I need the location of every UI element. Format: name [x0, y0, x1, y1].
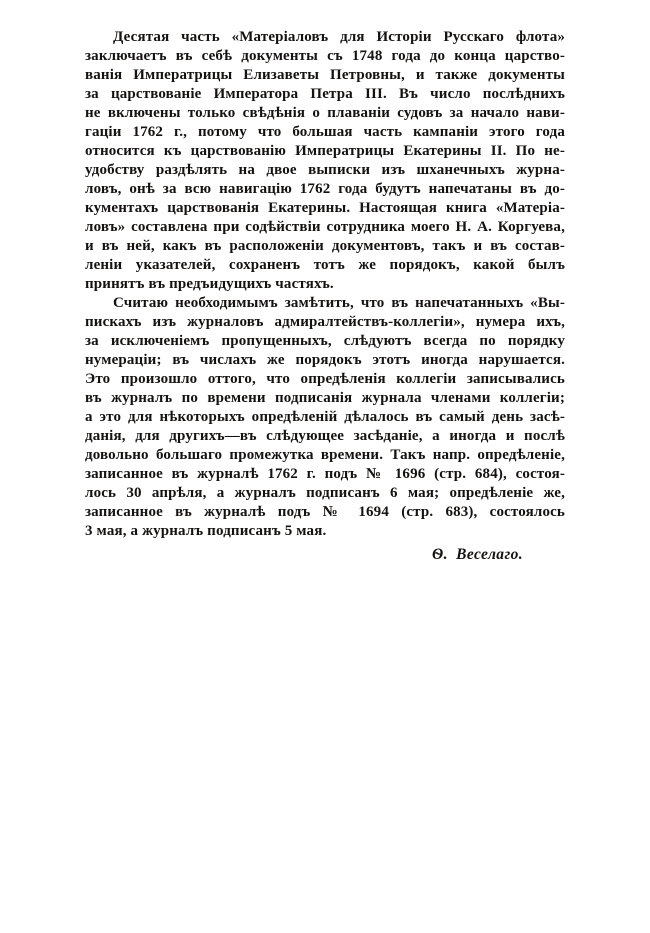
text-line: въ журналъ по времени подписанія журнала членами коллегіи;	[85, 390, 565, 406]
text-line: кументахъ царствованія Екатерины. Настоящая книга «Матеріа-	[85, 200, 565, 216]
text-line: Считаю необходимымъ замѣтить, что въ напечатанныхъ «Вы-	[113, 295, 565, 311]
text-line: за царствованіе Императора Петра III. Въ число послѣднихъ	[85, 86, 565, 102]
text-line: данія, для другихъ—въ слѣдующее засѣданіе, а иногда и послѣ	[85, 428, 565, 444]
text-line: ванія Императрицы Елизаветы Петровны, и также документы	[85, 67, 565, 83]
text-line: записанное въ журналѣ 1762 г. подъ № 1696 (стр. 684), состоя-	[85, 466, 565, 482]
text-line: леніи указателей, сохраненъ тотъ же порядокъ, какой былъ	[85, 257, 565, 273]
text-line: относится къ царствованію Императрицы Екатерины II. По не-	[85, 143, 565, 159]
text-line: записанное въ журналѣ подъ № 1694 (стр. 683), состоялось	[85, 504, 565, 520]
text-line: ловъ» составлена при содѣйствіи сотрудника моего Н. А. Коргуева,	[85, 219, 565, 235]
paragraph-intro	[85, 28, 565, 294]
text-line: не включены только свѣдѣнія о плаваніи судовъ за начало нави-	[85, 105, 565, 121]
text-block	[85, 28, 565, 564]
text-line: а это для нѣкоторыхъ опредѣленій дѣлалось въ самый день засѣ-	[85, 409, 565, 425]
text-line: Десятая часть «Матеріаловъ для Исторіи Русскаго флота»	[113, 29, 565, 45]
text-line: пискахъ изъ журналовъ адмиралтействъ-коллегіи», нумера ихъ,	[85, 314, 565, 330]
text-line: за исключеніемъ пропущенныхъ, слѣдуютъ всегда по порядку	[85, 333, 565, 349]
text-line: заключаетъ въ себѣ документы съ 1748 года до конца царство-	[85, 48, 565, 64]
text-line: принятъ въ предъидущихъ частяхъ.	[85, 276, 334, 292]
paragraph-note	[85, 294, 565, 541]
text-line: ловъ, онѣ за всю навигацію 1762 года будутъ напечатаны въ до-	[85, 181, 565, 197]
text-line: 3 мая, а журналъ подписанъ 5 мая.	[85, 523, 327, 539]
text-line: гаціи 1762 г., потому что большая часть кампаніи этого года	[85, 124, 565, 140]
author-signature: Ѳ. Веселаго.	[432, 546, 523, 563]
text-line: лось 30 апрѣля, а журналъ подписанъ 6 мая; опредѣленіе же,	[85, 485, 565, 501]
text-line: удобству раздѣлять на двое выписки изъ шханечныхъ журна-	[85, 162, 565, 178]
text-line: Это произошло оттого, что опредѣленія коллегіи записывались	[85, 371, 565, 387]
text-line: и въ ней, какъ въ расположеніи документовъ, такъ и въ состав-	[85, 238, 565, 254]
text-line: довольно большаго промежутка времени. Такъ напр. опредѣленіе,	[85, 447, 565, 463]
text-line: нумераціи; въ числахъ же порядокъ этотъ иногда нарушается.	[85, 352, 565, 368]
